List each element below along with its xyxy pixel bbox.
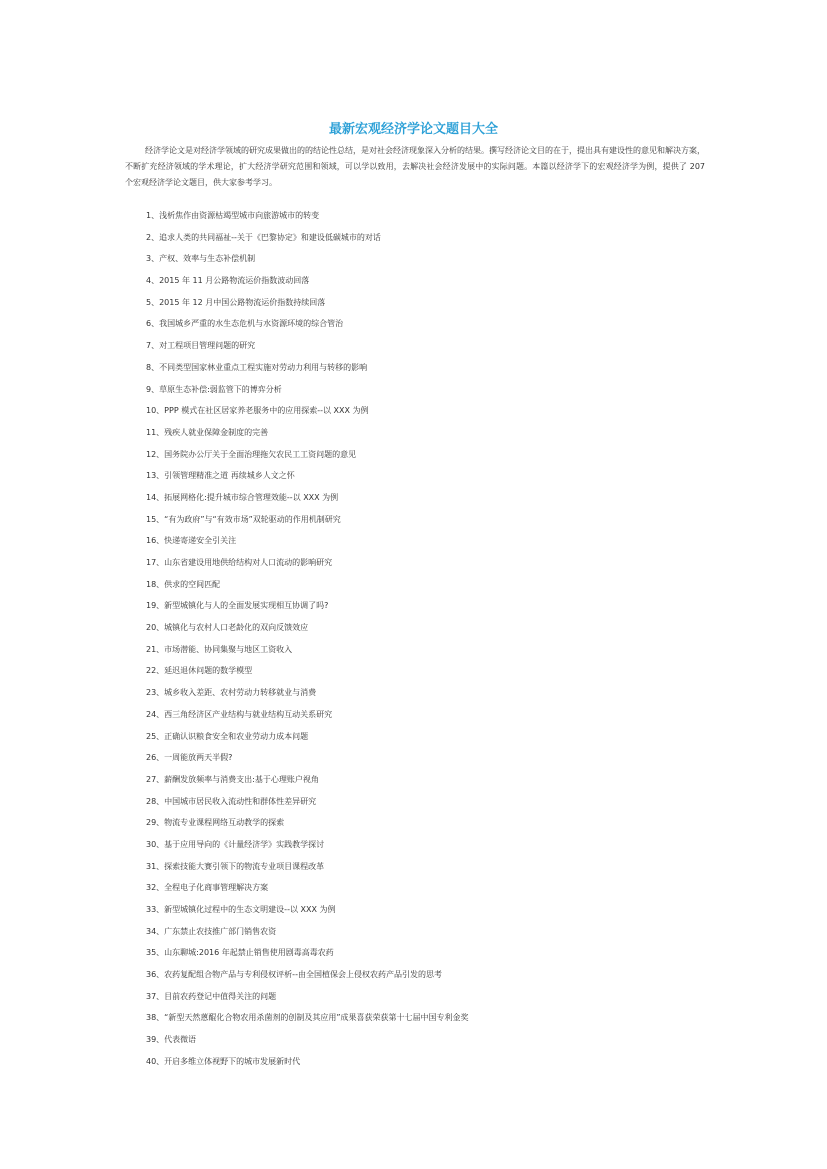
topic-list <box>146 205 706 1073</box>
list-item: 24、西三角经济区产业结构与就业结构互动关系研究 <box>146 709 333 719</box>
list-item: 32、全程电子化商事管理解决方案 <box>146 883 269 893</box>
list-item: 37、目前农药登记中值得关注的问题 <box>146 991 277 1001</box>
document-title: 最新宏观经济学论文题目大全 <box>328 122 498 137</box>
list-item: 23、城乡收入差距、农村劳动力转移就业与消费 <box>146 688 317 698</box>
list-item: 3、产权、效率与生态补偿机制 <box>146 254 256 264</box>
list-item: 39、代表微语 <box>146 1035 197 1045</box>
list-item: 10、PPP 模式在社区居家养老服务中的应用探索--以 XXX 为例 <box>146 406 369 416</box>
list-item: 30、基于应用导向的《计量经济学》实践教学探讨 <box>146 839 325 849</box>
list-item: 26、一周能放两天半假? <box>146 753 233 763</box>
list-item: 7、对工程项目管理问题的研究 <box>146 341 256 351</box>
list-item: 9、草原生态补偿:弱监管下的博弈分析 <box>146 384 282 394</box>
list-item: 36、农药复配组合物产品与专利侵权评析--由全国植保会上侵权农药产品引发的思考 <box>146 970 442 980</box>
list-item: 1、浅析焦作由资源枯竭型城市向旅游城市的转变 <box>146 211 320 220</box>
list-item: 11、残疾人就业保障金制度的完善 <box>146 427 269 437</box>
list-item: 6、我国城乡严重的水生态危机与水资源环境的综合管治 <box>146 319 344 329</box>
list-item: 16、快递寄递安全引关注 <box>146 536 237 546</box>
list-item: 34、广东禁止农技推广部门销售农资 <box>146 926 277 936</box>
list-item: 35、山东聊城:2016 年起禁止销售使用剧毒高毒农药 <box>146 948 334 958</box>
list-item: 13、引领管理精准之道 再续城乡人文之怀 <box>146 471 295 481</box>
list-item: 8、不同类型国家林业重点工程实施对劳动力利用与转移的影响 <box>146 362 368 372</box>
list-item: 22、延迟退休问题的数学模型 <box>146 666 253 676</box>
list-item: 18、供求的空间匹配 <box>146 579 221 589</box>
list-item: 21、市场潜能、协同集聚与地区工资收入 <box>146 644 293 654</box>
list-item: 31、探索技能大赛引领下的物流专业项目课程改革 <box>146 861 325 871</box>
list-item: 38、“新型天然蒽醌化合物农用杀菌剂的创制及其应用”成果喜获荣获第十七届中国专利金奖 <box>146 1013 469 1023</box>
list-item: 29、物流专业课程网络互动教学的探索 <box>146 818 285 828</box>
intro-paragraph: 经济学论文是对经济学领域的研究成果做出的的结论性总结，是对社会经济现象深入分析的结果。撰写经济论文目的在于，提出具有建设性的意见和解决方案，不断扩充经济领域的学术理论，扩大经济学研究范围和领域，可以学以致用，去解决社会经济发展中的实际问题。本篇以经济学下的宏观经济学为例，提供了 207 个宏观经济学论文题目，供大家参考学习。 <box>125 146 705 187</box>
list-item: 17、山东省建设用地供给结构对人口流动的影响研究 <box>146 558 333 567</box>
list-item: 4、2015 年 11 月公路物流运价指数波动回落 <box>146 276 310 286</box>
list-item: 15、“有为政府”与“有效市场”双轮驱动的作用机制研究 <box>146 514 341 524</box>
list-item: 20、城镇化与农村人口老龄化的双向反馈效应 <box>146 623 309 633</box>
list-item: 27、薪酬发放频率与消费支出:基于心理账户视角 <box>146 774 319 784</box>
list-item: 12、国务院办公厅关于全面治理拖欠农民工工资问题的意见 <box>146 449 357 459</box>
list-item: 40、开启多维立体视野下的城市发展新时代 <box>146 1056 301 1066</box>
list-item: 2、追求人类的共同福祉--关于《巴黎协定》和建设低碳城市的对话 <box>146 232 381 242</box>
list-item: 5、2015 年 12 月中国公路物流运价指数持续回落 <box>146 297 326 307</box>
list-item: 33、新型城镇化过程中的生态文明建设--以 XXX 为例 <box>146 905 336 914</box>
list-item: 14、拓展网格化:提升城市综合管理效能--以 XXX 为例 <box>146 492 339 502</box>
list-item: 19、新型城镇化与人的全面发展实现相互协调了吗? <box>146 601 329 611</box>
list-item: 25、正确认识粮食安全和农业劳动力成本问题 <box>146 731 309 741</box>
list-item: 28、中国城市居民收入流动性和群体性差异研究 <box>146 796 317 806</box>
